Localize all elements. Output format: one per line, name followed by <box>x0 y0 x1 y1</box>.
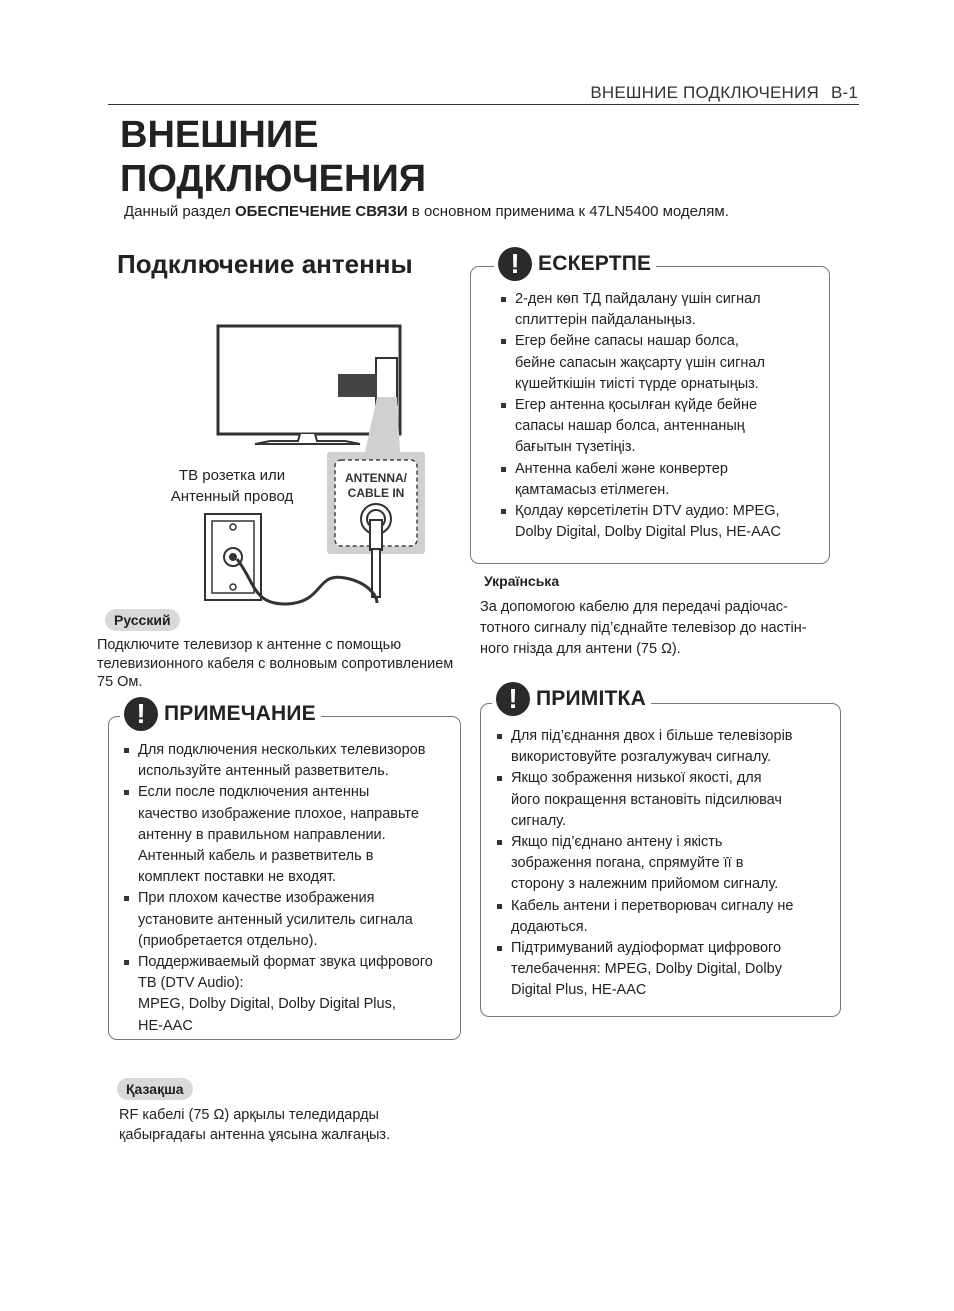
note-item: Для під’єднання двох і більше телевізорів використовуйте розгалужувач сигналу. <box>497 726 837 768</box>
kazakh-line: RF кабелі (75 Ω) арқылы теледидарды <box>119 1107 379 1123</box>
running-header <box>590 83 858 103</box>
lang-badge-russian: Русский <box>105 609 180 631</box>
note-item: Якщо зображення низької якості, для його покращення встановіть підсилювач сигналу. <box>497 768 837 832</box>
russian-line: телевизионного кабеля с волновым сопротивлением <box>97 655 454 672</box>
note-item: Для подключения нескольких телевизоров используйте антенный разветвитель. <box>124 740 459 782</box>
russian-paragraph <box>97 636 453 692</box>
russian-line: 75 Ом. <box>97 674 143 690</box>
port-label-2: CABLE IN <box>347 486 405 500</box>
note-item: Егер антенна қосылған күйде бейне сапасы нашар болса, антеннаның бағытын түзетіңіз. <box>501 395 826 459</box>
lang-label-ukrainian: Українська <box>484 573 560 589</box>
note-item: Антенна кабелі және конвертер қамтамасыз етілмеген. <box>501 459 826 501</box>
ukrainian-line: ного гнізда для антени (75 Ω). <box>480 641 681 657</box>
note-item: Кабель антени і перетворювач сигналу не додаються. <box>497 896 837 938</box>
exclamation-circle-icon: ! <box>496 682 530 716</box>
note-item: Підтримуваний аудіоформат цифрового телебачення: MPEG, Dolby Digital, Dolby Digital Plus, HE-AAC <box>497 938 837 1002</box>
note-item: При плохом качестве изображения установите антенный усилитель сигнала (приобретается отдельно). <box>124 888 459 952</box>
note-item: Если после подключения антенны качество изображение плохое, направьте антенну в правильном направлении. Антенный кабель и разветвитель в комплект поставки не входят. <box>124 782 459 888</box>
subtitle-pre: Данный раздел <box>124 203 235 220</box>
note-title-ukrainian: ПРИМІТКА <box>536 687 646 710</box>
page-title <box>120 113 426 201</box>
page-title-line-2: ПОДКЛЮЧЕНИЯ <box>120 158 427 200</box>
exclamation-circle-icon: ! <box>124 697 158 731</box>
exclamation-circle-icon: ! <box>498 247 532 281</box>
russian-line: Подключите телевизор к антенне с помощью <box>97 637 402 653</box>
note-item: Қолдау көрсетілетін DTV аудио: MPEG, Dolby Digital, Dolby Digital Plus, HE-AAC <box>501 501 826 543</box>
socket-label-line-2: Антенный провод <box>170 488 294 505</box>
ukrainian-paragraph <box>480 597 807 660</box>
header-section: ВНЕШНИЕ ПОДКЛЮЧЕНИЯ <box>590 83 819 102</box>
note-list-russian <box>124 740 459 1037</box>
socket-label-line-1: ТВ розетка или <box>178 467 286 484</box>
note-header-ukrainian <box>492 682 651 716</box>
subtitle-bold: ОБЕСПЕЧЕНИЕ СВЯЗИ <box>234 203 408 220</box>
note-title-russian: ПРИМЕЧАНИЕ <box>164 702 316 725</box>
ukrainian-line: За допомогою кабелю для передачі радіочас- <box>480 599 788 615</box>
ukrainian-line: тотного сигналу під’єднайте телевізор до настін- <box>480 620 807 636</box>
note-list-ukrainian <box>497 726 837 1002</box>
subtitle-post: в основном применима к 47LN5400 моделям. <box>407 203 729 220</box>
note-list-kazakh <box>501 289 826 543</box>
note-header-kazakh <box>494 247 656 281</box>
header-rule <box>108 104 859 105</box>
port-label-1: ANTENNA/ <box>345 471 407 485</box>
kazakh-line: қабырғадағы антенна ұясына жалғаңыз. <box>119 1127 391 1143</box>
lang-badge-kazakh: Қазақша <box>117 1078 193 1100</box>
note-item: Егер бейне сапасы нашар болса, бейне сапасын жақсарту үшін сигнал күшейткішін тиісті түрде орнатыңыз. <box>501 331 826 395</box>
page-title-line-1: ВНЕШНИЕ <box>120 114 319 156</box>
note-item: Поддерживаемый формат звука цифрового ТВ (DTV Audio): MPEG, Dolby Digital, Dolby Digital Plus, HE-AAC <box>124 952 459 1037</box>
note-item: 2-ден көп ТД пайдалану үшін сигнал сплиттерін пайдаланыңыз. <box>501 289 826 331</box>
note-title-kazakh: ЕСКЕРТПЕ <box>538 252 652 275</box>
note-item: Якщо під’єднано антену і якість зображення погана, спрямуйте її в сторону з належним прийомом сигналу. <box>497 832 837 896</box>
note-header-russian <box>120 697 321 731</box>
section-title: Подключение антенны <box>117 249 413 279</box>
page-subtitle <box>124 203 729 220</box>
header-page-number: B-1 <box>830 83 858 102</box>
kazakh-paragraph <box>119 1105 390 1145</box>
socket-label <box>152 465 312 507</box>
